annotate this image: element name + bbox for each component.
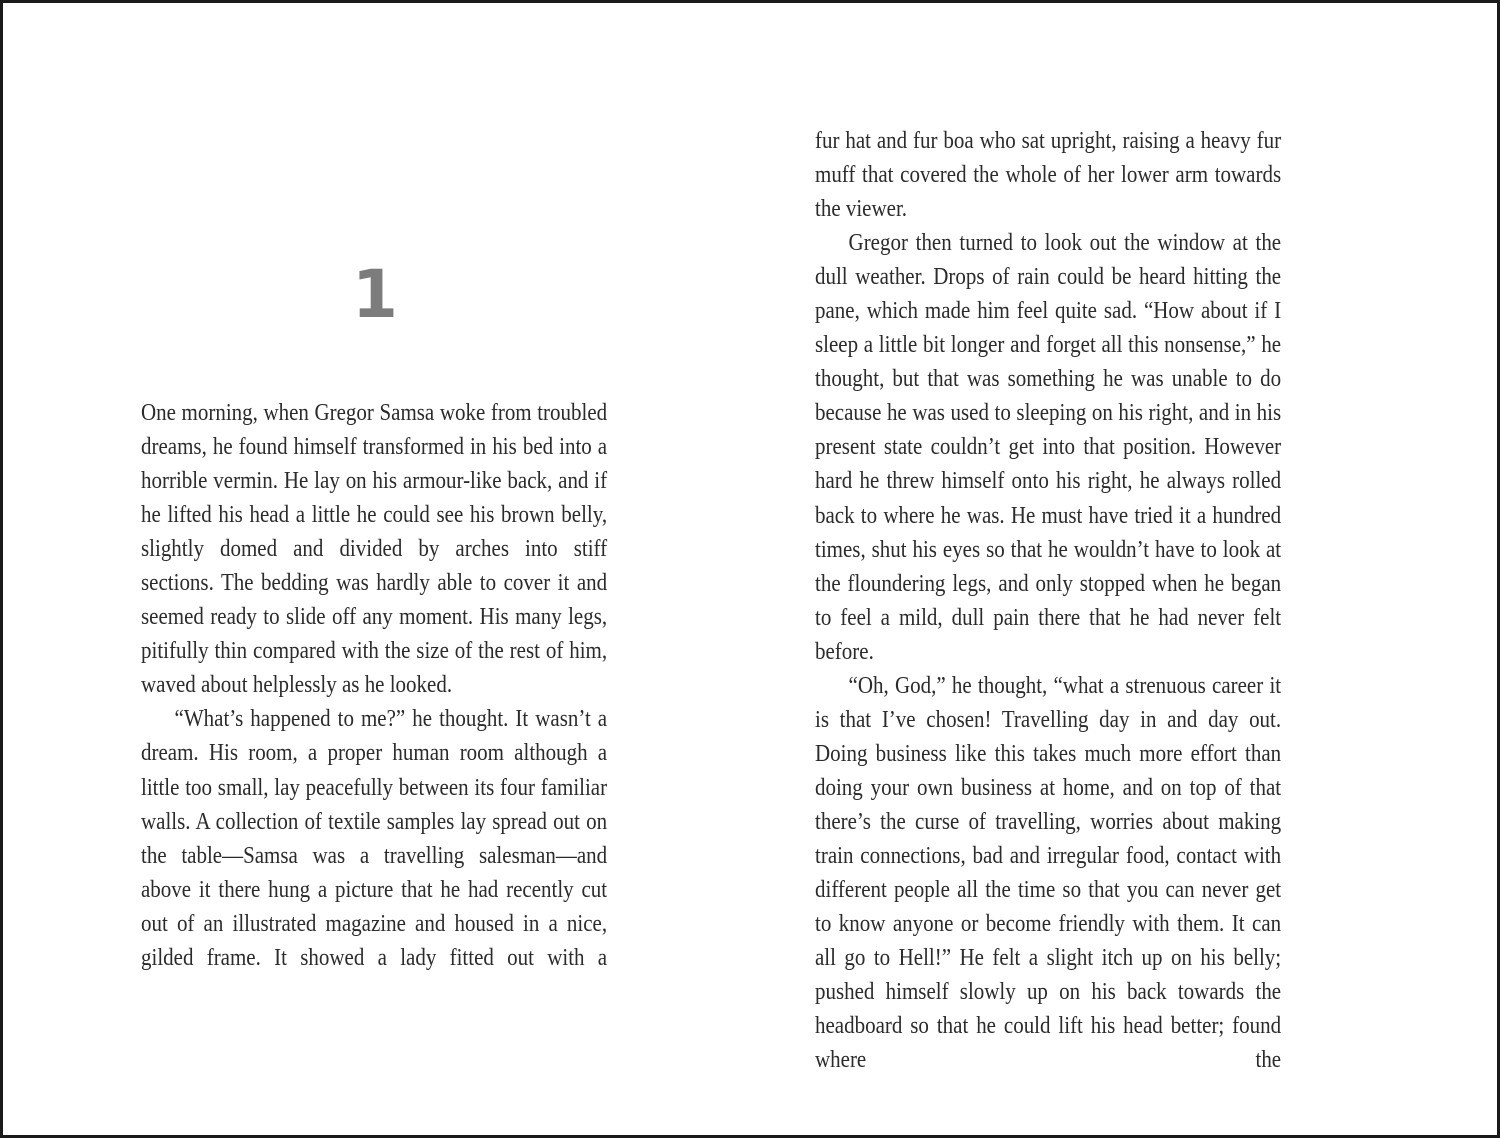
right-page bbox=[753, 3, 1500, 1135]
left-page bbox=[3, 3, 753, 1135]
left-page-text bbox=[141, 396, 607, 975]
chapter-number: 1 bbox=[352, 256, 398, 333]
right-page-text bbox=[815, 124, 1281, 1077]
paragraph: One morning, when Gregor Samsa woke from troubled dreams, he found himself transformed in his bed into a horrible vermin. He lay on his armour-like back, and if he lifted his head a little he could see his brown belly, slightly domed and divided by arches into stiff sections. The bedding was hardly able to cover it and seemed ready to slide off any moment. His many legs, pitifully thin compared with the size of the rest of him, waved about helplessly as he looked. bbox=[141, 399, 608, 699]
paragraph: “What’s happened to me?” he thought. It wasn’t a dream. His room, a proper human room although a little too small, lay peacefully between its four familiar walls. A collection of textile samples lay spread out on the table—Samsa was a travelling salesman—and above it there hung a picture that he had recently cut out of an illustrated magazine and housed in a nice, gilded frame. It showed a lady fitted out with a bbox=[141, 705, 608, 971]
paragraph: Gregor then turned to look out the window at the dull weather. Drops of rain could be heard hitting the pane, which made him feel quite sad. “How about if I sleep a little bit longer and forget all this nonsense,” he thought, but that was something he was unable to do because he was used to sleeping on his right, and in his present state couldn’t get into that position. However hard he threw himself onto his right, he always rolled back to where he was. He must have tried it a hundred times, shut his eyes so that he wouldn’t have to look at the floundering legs, and only stopped when he began to feel a mild, dull pain there that he had never felt before. bbox=[815, 229, 1282, 665]
paragraph: fur hat and fur boa who sat upright, raising a heavy fur muff that covered the whole of her lower arm towards the viewer. bbox=[815, 127, 1282, 223]
paragraph: “Oh, God,” he thought, “what a strenuous career it is that I’ve chosen! Travelling day in and day out. Doing business like this takes much more effort than doing your own business at home, and on top of that there’s the curse of travelling, worries about making train connections, bad and irregular food, contact with different people all the time so that you can never get to know anyone or become friendly with them. It can all go to Hell!” He felt a slight itch up on his belly; pushed himself slowly up on his back towards the headboard so that he could lift his head better; found where the bbox=[815, 671, 1282, 1074]
